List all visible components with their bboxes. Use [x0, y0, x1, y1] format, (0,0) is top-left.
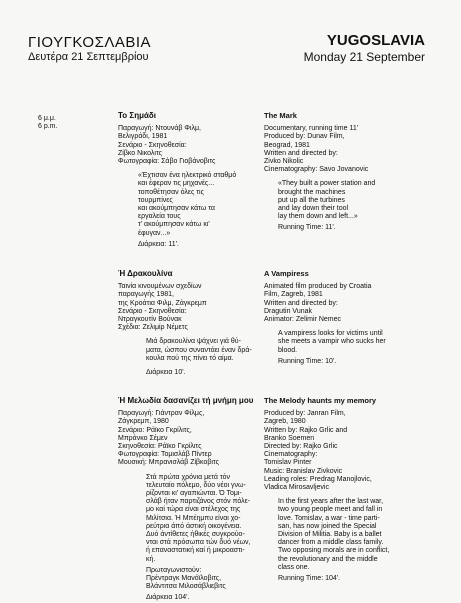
film-3-synopsis-english — [264, 498, 434, 583]
film-3-credit-en: Produced by: Janran Film, — [264, 410, 346, 418]
film-3-duration-greek: Διάρκεια 104'. — [146, 594, 190, 602]
film-2-credit-en: Dragutin Vunak — [264, 307, 312, 315]
film-1-duration-english: Running Time: 11'. — [278, 224, 336, 232]
film-3-credit-gr: Φωτογραφία: Τομισλάβ Πίντερ — [118, 451, 212, 459]
film-1-credit-en: Documentary, running time 11' — [264, 125, 359, 133]
film-3-english — [264, 397, 434, 583]
film-2-credit-gr: Ντραγκουτίν Βούνακ — [118, 316, 182, 324]
film-2-synopsis-greek — [118, 338, 263, 377]
time-greek: 6 μ.μ. — [38, 115, 56, 122]
film-2-duration-greek: Διάρκεια 10'. — [146, 369, 186, 377]
film-2-synopsis-english — [264, 330, 434, 366]
film-1-credit-en: Zivko Nikolic — [264, 158, 304, 166]
synopsis-line: και έφεραν τις μηχανές... — [138, 180, 215, 188]
synopsis-line: μο καί τώρα είναι στέλεχος της — [146, 506, 241, 514]
synopsis-line: εργαλεία τους — [138, 213, 181, 221]
film-1-credit-en: Written and directed by: — [264, 149, 338, 157]
film-2-credit-gr: Σχέδια: Ζελιμίρ Νέμετς — [118, 324, 188, 332]
synopsis-line: san, has now joined the Special — [278, 522, 377, 530]
film-3-credit-gr: Παραγωγή: Γιάντραν Φίλμς, — [118, 410, 205, 418]
film-3-title-greek: Ή Μελωδία δασανίζει τή μνήμη μου — [118, 396, 254, 405]
synopsis-line: ματα, ώσπου συναντάει έναν δρά- — [146, 346, 252, 354]
synopsis-line: κή. — [146, 555, 156, 563]
film-3-credit-en: Vladica Mirosavljevic — [264, 484, 329, 492]
film-1-credit-en: Produced by: Dunav Film, — [264, 133, 345, 141]
synopsis-line: ή επαναστατική καί ή μικροαστι- — [146, 547, 245, 555]
film-3-credit-en: Music: Branislav Zivkovic — [264, 467, 343, 475]
date-greek: Δευτέρα 21 Σεπτεμβρίου — [28, 51, 149, 63]
synopsis-line: σλάβ ήταν παρτιζάνος στόν πόλε- — [146, 498, 251, 506]
film-3-credit-gr: Μπράνκο Σέμεν — [118, 434, 168, 442]
film-3-credit-gr: Ζάγκρεμπ, 1980 — [118, 418, 169, 426]
film-3-credit-en: Zagreb, 1980 — [264, 418, 306, 426]
synopsis-line: blood. — [278, 346, 298, 354]
synopsis-line: Μιά δρακουλίνα ψάχνει γιά θύ- — [146, 338, 241, 346]
synopsis-line: νται στά πρόσωπα τών δυό νέων, — [146, 539, 251, 547]
film-3-synopsis-greek — [118, 474, 263, 603]
synopsis-line: and lay down their tool — [278, 205, 349, 213]
synopsis-line: τ' ακούμπησαν κάτω κι' — [138, 221, 210, 229]
film-3-credit-gr: Σενάριο: Ράϊκο Γκρίλιτς, — [118, 426, 192, 434]
film-3-credit-en: Written by: Rajko Grlic and — [264, 426, 348, 434]
film-3-greek — [118, 397, 263, 603]
country-title-english: YUGOSLAVIA — [326, 32, 425, 49]
film-1-credit-en: Beograd, 1981 — [264, 141, 310, 149]
synopsis-line: έφυγαν...» — [138, 229, 171, 237]
synopsis-line: put up all the turbines — [278, 196, 345, 204]
film-1-credit-gr: Σενάριο - Σκηνοθεσία: — [118, 141, 187, 149]
synopsis-line: class one. — [278, 563, 310, 571]
time-english: 6 p.m. — [38, 123, 58, 130]
synopsis-line: ρίζονται κι' αγαπιώνται. Ό Τομι- — [146, 490, 242, 498]
film-2-credit-en: Animator: Zelimir Nemec — [264, 316, 342, 324]
film-1-synopsis-greek — [118, 172, 263, 249]
film-2-title-english: A Vampiress — [264, 269, 309, 278]
film-1-credit-gr: Φωτογραφία: Σάβο Γιοβάνοβιτς — [118, 158, 216, 166]
film-1-credit-gr: Παραγωγή: Ντουνάβ Φιλμ, — [118, 125, 201, 133]
film-2-title-greek: Ή Δρακουλίνα — [118, 269, 173, 278]
film-3-credit-en: Directed by: Rajko Grlic — [264, 443, 338, 451]
synopsis-line: τουρμπίνες — [138, 196, 173, 204]
film-3-credit-en: Tomislav Pinter — [264, 459, 312, 467]
synopsis-line: κουλα πού της πίνει τό αίμα. — [146, 354, 234, 362]
synopsis-line: love. Tomislav, a war - time parti- — [278, 514, 380, 522]
film-1-duration-greek: Διάρκεια: 11'. — [138, 240, 179, 248]
synopsis-line: τελευταίο πόλεμο, δύο νέοι γνω- — [146, 481, 246, 489]
synopsis-line: «Έχτισαν ένα ηλεκτρικό σταθμό — [138, 172, 237, 180]
film-1-credit-gr: Βελιγράδι, 1981 — [118, 133, 168, 141]
film-2-english — [264, 270, 434, 366]
film-2-credit-gr: παραγωγής 1981, — [118, 291, 174, 299]
film-3-title-english: The Melody haunts my memory — [264, 396, 377, 405]
film-3-duration-english: Running Time: 104'. — [278, 575, 341, 583]
film-1-synopsis-english — [264, 180, 434, 232]
film-2-credit-en: Film, Zagreb, 1981 — [264, 291, 323, 299]
film-1-title-greek: Το Σημάδι — [118, 111, 156, 120]
synopsis-line: Two opposing morals are in conflict, — [278, 547, 390, 555]
synopsis-line: In the first years after the last war, — [278, 498, 384, 506]
film-3-credit-en: Branko Soemen — [264, 434, 315, 442]
synopsis-line: τοποθέτησαν όλες τις — [138, 188, 204, 196]
screening-time — [38, 115, 57, 131]
country-title-greek: ΓΙΟΥΓΚΟΣΛΑΒΙΑ — [28, 34, 152, 51]
synopsis-line: A vampiress looks for victims until — [278, 330, 383, 338]
film-3-credit-en: Leading roles: Predrag Manojlovic, — [264, 475, 372, 483]
film-3-credit-gr: Σκηνοθεσία: Ράϊκο Γκρίλιτς — [118, 443, 202, 451]
film-2-credit-gr: Σενάριο - Σκηνοθεσία: — [118, 307, 187, 315]
film-2-greek — [118, 270, 263, 377]
cast-heading-greek: Πρωταγωνιστούν: — [146, 566, 202, 574]
synopsis-line: two young people meet and fall in — [278, 506, 383, 514]
synopsis-line: brought the machines — [278, 188, 346, 196]
synopsis-line: Μιλίτσια. Ή Μπέημπυ είναι χο- — [146, 514, 241, 522]
synopsis-line: και ακούμπησαν κάτω τα — [138, 205, 215, 213]
synopsis-line: lay them down and left...» — [278, 213, 358, 221]
film-2-duration-english: Running Time: 10'. — [278, 357, 337, 365]
film-2-credit-gr: Ταινία κινουμένων σχεδίων — [118, 283, 202, 291]
film-1-credit-gr: Ζίβκο Νικολιτς — [118, 149, 162, 157]
date-english: Monday 21 September — [303, 50, 425, 64]
film-1-greek — [118, 112, 263, 249]
film-2-credit-en: Written and directed by: — [264, 299, 338, 307]
cast-member-greek: Βλάντιτσα Μιλοσάβλιεβιτς — [146, 583, 226, 591]
film-1-credit-en: Cinematography: Savo Jovanovic — [264, 166, 369, 174]
film-3-credit-gr: Μουσική: Μπρανισλάβ Ζίβκοβιτς — [118, 459, 219, 467]
synopsis-line: Division of Militia. Baby is a ballet — [278, 531, 382, 539]
synopsis-line: the revolutionary and the middle — [278, 555, 378, 563]
cast-member-greek: Πρέντραγκ Μανόϊλοβιτς, — [146, 575, 222, 583]
film-1-english — [264, 112, 434, 233]
film-2-credit-en: Animated film produced by Croatia — [264, 283, 372, 291]
synopsis-line: Στά πρώτα χρόνια μετά τόν — [146, 473, 231, 481]
synopsis-line: dancer from a middle class family. — [278, 539, 384, 547]
synopsis-line: «They built a power station and — [278, 180, 376, 188]
film-2-credit-gr: της Κροάτια Φιλμ, Ζάγκρεμπ — [118, 299, 207, 307]
film-3-credit-en: Cinematography: — [264, 451, 318, 459]
synopsis-line: she meets a vampir who sucks her — [278, 338, 386, 346]
synopsis-line: ρεύτρια άπό άστική οικογένεια. — [146, 522, 242, 530]
film-1-title-english: The Mark — [264, 111, 297, 120]
bleed-through-text: ​ — [119, 64, 121, 75]
synopsis-line: Δυό άντίθετες ήθικές συγκρούο- — [146, 531, 245, 539]
